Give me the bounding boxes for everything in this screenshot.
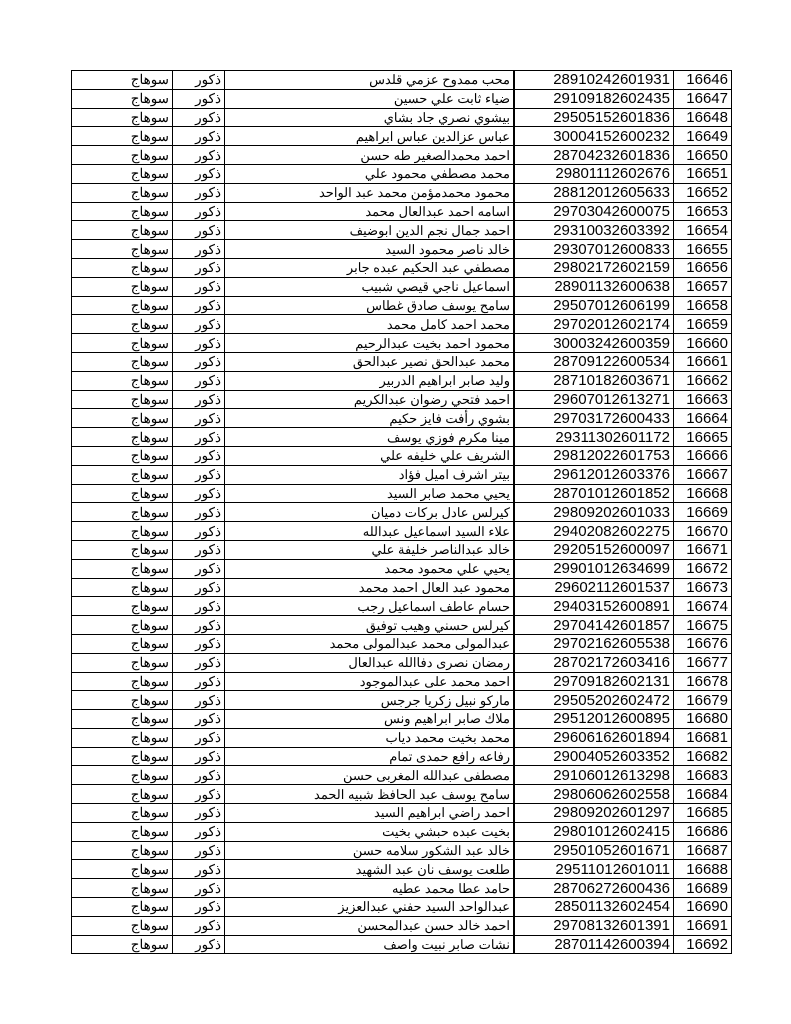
table-row (72, 108, 732, 127)
governorate-cell: سوهاج (72, 108, 173, 127)
name-cell: بشوي رأفت فايز حكيم (225, 409, 515, 428)
table-row (72, 898, 732, 917)
gender-cell: ذكور (173, 710, 225, 729)
governorate-cell: سوهاج (72, 785, 173, 804)
table-row (72, 258, 732, 277)
gender-cell: ذكور (173, 183, 225, 202)
national-id-cell: 29709182602131 (514, 672, 674, 691)
name-cell: احمد محمد على عبدالموجود (225, 672, 515, 691)
national-id-cell: 29901012634699 (514, 559, 674, 578)
national-id-cell: 29703172600433 (514, 409, 674, 428)
gender-cell: ذكور (173, 653, 225, 672)
table-row (72, 841, 732, 860)
governorate-cell: سوهاج (72, 71, 173, 90)
name-cell: ملاك صابر ابراهيم ونس (225, 710, 515, 729)
name-cell: خالد ناصر محمود السيد (225, 240, 515, 259)
gender-cell: ذكور (173, 371, 225, 390)
serial-number-cell: 16685 (674, 804, 732, 823)
table-row (72, 202, 732, 221)
national-id-cell: 29602112601537 (514, 578, 674, 597)
national-id-cell: 29812022601753 (514, 446, 674, 465)
governorate-cell: سوهاج (72, 747, 173, 766)
gender-cell: ذكور (173, 597, 225, 616)
table-row (72, 691, 732, 710)
gender-cell: ذكور (173, 559, 225, 578)
serial-number-cell: 16657 (674, 277, 732, 296)
name-cell: الشريف علي خليفه علي (225, 446, 515, 465)
serial-number-cell: 16658 (674, 296, 732, 315)
name-cell: ضياء ثابت علي حسين (225, 89, 515, 108)
table-row (72, 484, 732, 503)
governorate-cell: سوهاج (72, 315, 173, 334)
national-id-cell: 29607012613271 (514, 390, 674, 409)
name-cell: احمد جمال نجم الدين ابوضيف (225, 221, 515, 240)
governorate-cell: سوهاج (72, 578, 173, 597)
table-row (72, 89, 732, 108)
serial-number-cell: 16651 (674, 164, 732, 183)
serial-number-cell: 16660 (674, 334, 732, 353)
national-id-cell: 29702162605538 (514, 634, 674, 653)
governorate-cell: سوهاج (72, 409, 173, 428)
table-row (72, 428, 732, 447)
national-id-cell: 29511012601011 (514, 860, 674, 879)
national-id-cell: 28706272600436 (514, 879, 674, 898)
table-row (72, 935, 732, 954)
governorate-cell: سوهاج (72, 371, 173, 390)
name-cell: بيشوي نصري جاد بشاي (225, 108, 515, 127)
table-row (72, 672, 732, 691)
table-row (72, 559, 732, 578)
gender-cell: ذكور (173, 202, 225, 221)
name-cell: محمود محمدمؤمن محمد عبد الواحد (225, 183, 515, 202)
governorate-cell: سوهاج (72, 277, 173, 296)
gender-cell: ذكور (173, 634, 225, 653)
name-cell: سامح يوسف عبد الحافظ شبيه الحمد (225, 785, 515, 804)
name-cell: احمد خالد حسن عبدالمحسن (225, 916, 515, 935)
name-cell: كيرلس حسني وهيب توفيق (225, 616, 515, 635)
name-cell: مينا مكرم فوزي يوسف (225, 428, 515, 447)
gender-cell: ذكور (173, 935, 225, 954)
governorate-cell: سوهاج (72, 446, 173, 465)
gender-cell: ذكور (173, 240, 225, 259)
name-cell: يحيي محمد صابر السيد (225, 484, 515, 503)
serial-number-cell: 16679 (674, 691, 732, 710)
gender-cell: ذكور (173, 860, 225, 879)
national-id-cell: 29106012613298 (514, 766, 674, 785)
table-row (72, 578, 732, 597)
national-id-cell: 29505152601836 (514, 108, 674, 127)
name-cell: محمد مصطفي محمود علي (225, 164, 515, 183)
name-cell: عبدالواحد السيد حفني عبدالعزيز (225, 898, 515, 917)
table-row (72, 164, 732, 183)
governorate-cell: سوهاج (72, 653, 173, 672)
national-id-cell: 29311302601172 (514, 428, 674, 447)
governorate-cell: سوهاج (72, 127, 173, 146)
serial-number-cell: 16690 (674, 898, 732, 917)
table-row (72, 634, 732, 653)
governorate-cell: سوهاج (72, 766, 173, 785)
governorate-cell: سوهاج (72, 390, 173, 409)
governorate-cell: سوهاج (72, 465, 173, 484)
serial-number-cell: 16689 (674, 879, 732, 898)
governorate-cell: سوهاج (72, 89, 173, 108)
national-id-cell: 29310032603392 (514, 221, 674, 240)
governorate-cell: سوهاج (72, 597, 173, 616)
national-id-cell: 29708132601391 (514, 916, 674, 935)
name-cell: نشات صابر نبيت واصف (225, 935, 515, 954)
national-id-cell: 28501132602454 (514, 898, 674, 917)
name-cell: احمد محمدالصغير طه حسن (225, 146, 515, 165)
serial-number-cell: 16650 (674, 146, 732, 165)
table-row (72, 315, 732, 334)
serial-number-cell: 16659 (674, 315, 732, 334)
governorate-cell: سوهاج (72, 672, 173, 691)
name-cell: احمد راضي ابراهيم السيد (225, 804, 515, 823)
table-body (72, 71, 732, 954)
serial-number-cell: 16648 (674, 108, 732, 127)
serial-number-cell: 16646 (674, 71, 732, 90)
governorate-cell: سوهاج (72, 710, 173, 729)
serial-number-cell: 16692 (674, 935, 732, 954)
national-id-cell: 29307012600833 (514, 240, 674, 259)
name-cell: مصطفي عبد الحكيم عبده جابر (225, 258, 515, 277)
name-cell: كيرلس عادل بركات دميان (225, 503, 515, 522)
gender-cell: ذكور (173, 540, 225, 559)
name-cell: رمضان نصرى دفاالله عبدالعال (225, 653, 515, 672)
serial-number-cell: 16687 (674, 841, 732, 860)
gender-cell: ذكور (173, 71, 225, 90)
name-cell: اسماعيل ناجي قيصي شبيب (225, 277, 515, 296)
table-row (72, 277, 732, 296)
serial-number-cell: 16691 (674, 916, 732, 935)
gender-cell: ذكور (173, 390, 225, 409)
national-id-cell: 28701142600394 (514, 935, 674, 954)
serial-number-cell: 16654 (674, 221, 732, 240)
governorate-cell: سوهاج (72, 522, 173, 541)
gender-cell: ذكور (173, 352, 225, 371)
governorate-cell: سوهاج (72, 616, 173, 635)
name-cell: حامد عطا محمد عطيه (225, 879, 515, 898)
gender-cell: ذكور (173, 315, 225, 334)
serial-number-cell: 16652 (674, 183, 732, 202)
gender-cell: ذكور (173, 277, 225, 296)
table-row (72, 296, 732, 315)
serial-number-cell: 16686 (674, 822, 732, 841)
name-cell: محمد عبدالحق نصير عبدالحق (225, 352, 515, 371)
name-cell: عباس عزالدين عباس ابراهيم (225, 127, 515, 146)
governorate-cell: سوهاج (72, 221, 173, 240)
name-cell: وليد صابر ابراهيم الدربير (225, 371, 515, 390)
serial-number-cell: 16665 (674, 428, 732, 447)
national-id-cell: 29801112602676 (514, 164, 674, 183)
table-row (72, 503, 732, 522)
national-id-cell: 29205152600097 (514, 540, 674, 559)
national-id-cell: 28910242601931 (514, 71, 674, 90)
governorate-cell: سوهاج (72, 428, 173, 447)
gender-cell: ذكور (173, 465, 225, 484)
national-id-cell: 28704232601836 (514, 146, 674, 165)
national-id-cell: 28901132600638 (514, 277, 674, 296)
table-row (72, 822, 732, 841)
governorate-cell: سوهاج (72, 916, 173, 935)
governorate-cell: سوهاج (72, 841, 173, 860)
name-cell: بيتر اشرف اميل فؤاد (225, 465, 515, 484)
name-cell: محمد بخيت محمد دياب (225, 728, 515, 747)
national-id-cell: 29402082602275 (514, 522, 674, 541)
governorate-cell: سوهاج (72, 691, 173, 710)
governorate-cell: سوهاج (72, 202, 173, 221)
governorate-cell: سوهاج (72, 164, 173, 183)
national-id-cell: 29612012603376 (514, 465, 674, 484)
name-cell: خالد عبدالناصر خليفة علي (225, 540, 515, 559)
table-row (72, 127, 732, 146)
table-row (72, 747, 732, 766)
table-row (72, 540, 732, 559)
national-id-cell: 28702172603416 (514, 653, 674, 672)
name-cell: عبدالمولى محمد عبدالمولى محمد (225, 634, 515, 653)
name-cell: محمود عبد العال احمد محمد (225, 578, 515, 597)
gender-cell: ذكور (173, 785, 225, 804)
serial-number-cell: 16680 (674, 710, 732, 729)
serial-number-cell: 16676 (674, 634, 732, 653)
serial-number-cell: 16661 (674, 352, 732, 371)
table-row (72, 334, 732, 353)
national-id-cell: 28709122600534 (514, 352, 674, 371)
governorate-cell: سوهاج (72, 634, 173, 653)
name-cell: مصطفى عبدالله المغربى حسن (225, 766, 515, 785)
gender-cell: ذكور (173, 446, 225, 465)
governorate-cell: سوهاج (72, 898, 173, 917)
gender-cell: ذكور (173, 616, 225, 635)
table-row (72, 766, 732, 785)
name-cell: ماركو نبيل زكريا جرجس (225, 691, 515, 710)
table-row (72, 653, 732, 672)
gender-cell: ذكور (173, 334, 225, 353)
serial-number-cell: 16670 (674, 522, 732, 541)
serial-number-cell: 16649 (674, 127, 732, 146)
serial-number-cell: 16669 (674, 503, 732, 522)
gender-cell: ذكور (173, 108, 225, 127)
governorate-cell: سوهاج (72, 559, 173, 578)
national-id-cell: 28701012601852 (514, 484, 674, 503)
serial-number-cell: 16664 (674, 409, 732, 428)
serial-number-cell: 16678 (674, 672, 732, 691)
serial-number-cell: 16675 (674, 616, 732, 635)
table-row (72, 465, 732, 484)
governorate-cell: سوهاج (72, 804, 173, 823)
national-id-cell: 29501052601671 (514, 841, 674, 860)
governorate-cell: سوهاج (72, 296, 173, 315)
table-row (72, 916, 732, 935)
serial-number-cell: 16668 (674, 484, 732, 503)
candidates-table (71, 70, 732, 954)
governorate-cell: سوهاج (72, 352, 173, 371)
gender-cell: ذكور (173, 127, 225, 146)
national-id-cell: 29801012602415 (514, 822, 674, 841)
national-id-cell: 29512012600895 (514, 710, 674, 729)
governorate-cell: سوهاج (72, 484, 173, 503)
serial-number-cell: 16656 (674, 258, 732, 277)
national-id-cell: 29606162601894 (514, 728, 674, 747)
table-row (72, 390, 732, 409)
gender-cell: ذكور (173, 898, 225, 917)
table-row (72, 728, 732, 747)
serial-number-cell: 16653 (674, 202, 732, 221)
national-id-cell: 29505202602472 (514, 691, 674, 710)
governorate-cell: سوهاج (72, 822, 173, 841)
governorate-cell: سوهاج (72, 334, 173, 353)
gender-cell: ذكور (173, 578, 225, 597)
table-row (72, 71, 732, 90)
serial-number-cell: 16673 (674, 578, 732, 597)
national-id-cell: 29802172602159 (514, 258, 674, 277)
national-id-cell: 30003242600359 (514, 334, 674, 353)
national-id-cell: 29109182602435 (514, 89, 674, 108)
table-row (72, 183, 732, 202)
serial-number-cell: 16671 (674, 540, 732, 559)
gender-cell: ذكور (173, 822, 225, 841)
gender-cell: ذكور (173, 146, 225, 165)
table-row (72, 879, 732, 898)
table-row (72, 804, 732, 823)
gender-cell: ذكور (173, 258, 225, 277)
table-row (72, 710, 732, 729)
name-cell: بخيت عبده حبشي بخيت (225, 822, 515, 841)
gender-cell: ذكور (173, 841, 225, 860)
name-cell: خالد عبد الشكور سلامه حسن (225, 841, 515, 860)
serial-number-cell: 16663 (674, 390, 732, 409)
national-id-cell: 29704142601857 (514, 616, 674, 635)
governorate-cell: سوهاج (72, 146, 173, 165)
gender-cell: ذكور (173, 522, 225, 541)
serial-number-cell: 16681 (674, 728, 732, 747)
gender-cell: ذكور (173, 89, 225, 108)
gender-cell: ذكور (173, 409, 225, 428)
governorate-cell: سوهاج (72, 728, 173, 747)
table-row (72, 371, 732, 390)
name-cell: علاء السيد اسماعيل عبدالله (225, 522, 515, 541)
national-id-cell: 29809202601297 (514, 804, 674, 823)
serial-number-cell: 16667 (674, 465, 732, 484)
gender-cell: ذكور (173, 296, 225, 315)
gender-cell: ذكور (173, 164, 225, 183)
national-id-cell: 30004152600232 (514, 127, 674, 146)
governorate-cell: سوهاج (72, 540, 173, 559)
table-row (72, 860, 732, 879)
governorate-cell: سوهاج (72, 240, 173, 259)
name-cell: حسام عاطف اسماعيل رجب (225, 597, 515, 616)
table-row (72, 446, 732, 465)
name-cell: طلعت يوسف نان عبد الشهيد (225, 860, 515, 879)
table-row (72, 352, 732, 371)
gender-cell: ذكور (173, 428, 225, 447)
serial-number-cell: 16682 (674, 747, 732, 766)
gender-cell: ذكور (173, 879, 225, 898)
national-id-cell: 29703042600075 (514, 202, 674, 221)
national-id-cell: 28710182603671 (514, 371, 674, 390)
table-row (72, 146, 732, 165)
national-id-cell: 28812012605633 (514, 183, 674, 202)
governorate-cell: سوهاج (72, 935, 173, 954)
name-cell: سامح يوسف صادق غطاس (225, 296, 515, 315)
national-id-cell: 29403152600891 (514, 597, 674, 616)
governorate-cell: سوهاج (72, 503, 173, 522)
serial-number-cell: 16684 (674, 785, 732, 804)
governorate-cell: سوهاج (72, 258, 173, 277)
gender-cell: ذكور (173, 804, 225, 823)
national-id-cell: 29809202601033 (514, 503, 674, 522)
gender-cell: ذكور (173, 484, 225, 503)
name-cell: احمد فتحي رضوان عبدالكريم (225, 390, 515, 409)
name-cell: محمود احمد بخيت عبدالرحيم (225, 334, 515, 353)
national-id-cell: 29507012606199 (514, 296, 674, 315)
serial-number-cell: 16655 (674, 240, 732, 259)
serial-number-cell: 16662 (674, 371, 732, 390)
serial-number-cell: 16677 (674, 653, 732, 672)
name-cell: اسامه احمد عبدالعال محمد (225, 202, 515, 221)
table-row (72, 616, 732, 635)
national-id-cell: 29702012602174 (514, 315, 674, 334)
national-id-cell: 29004052603352 (514, 747, 674, 766)
national-id-cell: 29806062602558 (514, 785, 674, 804)
serial-number-cell: 16647 (674, 89, 732, 108)
table-row (72, 240, 732, 259)
governorate-cell: سوهاج (72, 860, 173, 879)
gender-cell: ذكور (173, 728, 225, 747)
serial-number-cell: 16674 (674, 597, 732, 616)
table-row (72, 221, 732, 240)
governorate-cell: سوهاج (72, 879, 173, 898)
table-row (72, 785, 732, 804)
gender-cell: ذكور (173, 766, 225, 785)
name-cell: رفاعه رافع حمدى تمام (225, 747, 515, 766)
serial-number-cell: 16688 (674, 860, 732, 879)
name-cell: يحيي علي محمود محمد (225, 559, 515, 578)
gender-cell: ذكور (173, 221, 225, 240)
gender-cell: ذكور (173, 672, 225, 691)
gender-cell: ذكور (173, 916, 225, 935)
table-row (72, 409, 732, 428)
table-row (72, 597, 732, 616)
gender-cell: ذكور (173, 691, 225, 710)
serial-number-cell: 16672 (674, 559, 732, 578)
gender-cell: ذكور (173, 747, 225, 766)
name-cell: محمد احمد كامل محمد (225, 315, 515, 334)
name-cell: محب ممدوح عزمي قلدس (225, 71, 515, 90)
gender-cell: ذكور (173, 503, 225, 522)
serial-number-cell: 16683 (674, 766, 732, 785)
serial-number-cell: 16666 (674, 446, 732, 465)
governorate-cell: سوهاج (72, 183, 173, 202)
table-row (72, 522, 732, 541)
